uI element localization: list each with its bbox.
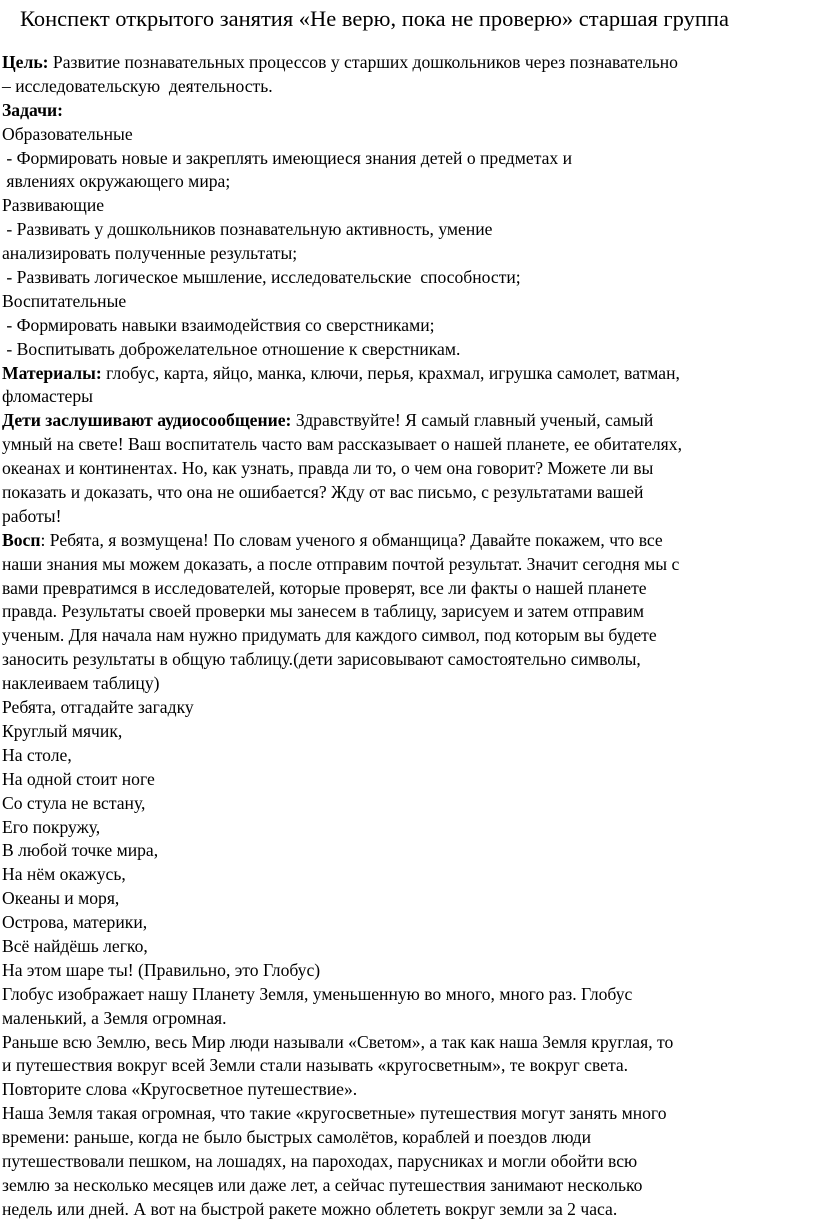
materials-line [2,362,814,386]
audio-text-line: умный на свете! Ваш воспитатель часто вам рассказывает о нашей планете, ее обитателях, [2,434,682,455]
riddle-line: Острова, материки, [2,912,148,933]
section-educational: Образовательные [2,123,133,144]
riddle-line: Его покружу, [2,816,101,837]
page-title: Конспект открытого занятия «Не верю, пока не проверю» старшая группа [20,6,729,31]
riddle-line: На нём окажусь, [2,864,126,885]
closing-line: и путешествия вокруг всей Земли стали называть «кругосветным», те вокруг света. [2,1055,629,1076]
teacher-text-line: наши знания мы можем доказать, а после отправим почтой результат. Значит сегодня мы с [2,553,680,574]
teacher-text-line: правда. Результаты своей проверки мы занесем в таблицу, зарисуем и затем отправим [2,601,644,622]
closing-line: Наша Земля такая огромная, что такие «кругосветные» путешествия могут занять много [2,1103,667,1124]
goal-line [2,51,814,75]
task-item: - Развивать логическое мышление, исследовательские способности; [2,267,521,288]
riddle-line: На этом шаре ты! (Правильно, это Глобус) [2,959,321,980]
riddle-line: Всё найдёшь легко, [2,935,148,956]
task-item-continued: анализировать полученные результаты; [2,243,298,264]
tasks-heading: Задачи: [2,99,63,120]
riddle-line: На столе, [2,744,72,765]
audio-label: Дети заслушивают аудиосообщение: [2,410,292,431]
audio-line [2,409,814,433]
riddle-line: Со стула не встану, [2,792,146,813]
section-upbringing: Воспитательные [2,290,127,311]
audio-text-line: показать и доказать, что она не ошибается? Жду от вас письмо, с результатами вашей [2,482,644,503]
task-item: - Развивать у дошкольников познавательную активность, умение [2,219,493,240]
goal-text: Развитие познавательных процессов у старших дошкольников через познавательно [48,52,678,72]
task-item: - Формировать новые и закреплять имеющиеся знания детей о предметах и [2,147,573,168]
teacher-text-line: ученым. Для начала нам нужно придумать для каждого символ, под которым вы будете [2,625,657,646]
audio-text-line: океанах и континентах. Но, как узнать, правда ли то, о чем она говорит? Можете ли вы [2,458,654,479]
materials-label: Материалы: [2,362,102,383]
document-body [2,51,814,1222]
closing-line: маленький, а Земля огромная. [2,1007,227,1028]
riddle-line: Океаны и моря, [2,888,120,909]
teacher-text-line: заносить результаты в общую таблицу.(дети зарисовывают самостоятельно символы, [2,649,641,670]
closing-line: времени: раньше, когда не было быстрых самолётов, кораблей и поездов люди [2,1127,591,1148]
task-item: - Формировать навыки взаимодействия со сверстниками; [2,314,435,335]
audio-text: Здравствуйте! Я самый главный ученый, самый [291,410,654,431]
teacher-text: : Ребята, я возмущена! По словам ученого я обманщица? Давайте покажем, что все [40,529,663,550]
closing-line: землю за несколько месяцев или даже лет, а сейчас путешествия занимают несколько [2,1174,643,1195]
materials-text: глобус, карта, яйцо, манка, ключи, перья, крахмал, игрушка самолет, ватман, [101,362,680,383]
closing-line: недель или дней. А вот на быстрой ракете можно облететь вокруг земли за 2 часа. [2,1198,618,1219]
task-item: - Воспитывать доброжелательное отношение к сверстникам. [2,338,461,359]
teacher-line [2,529,814,553]
closing-line: Повторите слова «Кругосветное путешествие». [2,1079,358,1100]
riddle-line: Круглый мячик, [2,720,123,741]
task-item-continued: явлениях окружающего мира; [2,171,231,192]
goal-text-continued: – исследовательскую деятельность. [2,75,273,96]
goal-label: Цель: [2,52,49,72]
closing-line: Раньше всю Землю, весь Мир люди называли «Светом», а так как наша Земля круглая, то [2,1031,674,1052]
audio-text-line: работы! [2,505,62,526]
closing-line: путешествовали пешком, на лошадях, на пароходах, парусниках и могли обойти всю [2,1150,638,1171]
riddle-line: В любой точке мира, [2,840,159,861]
riddle-line: На одной стоит ноге [2,768,155,789]
riddle-line: Ребята, отгадайте загадку [2,697,194,718]
section-developing: Развивающие [2,195,105,216]
teacher-text-line: вами превратимся в исследователей, которые проверят, все ли факты о нашей планете [2,577,647,598]
materials-text-continued: фломастеры [2,386,93,407]
teacher-label: Восп [2,529,41,550]
teacher-text-line: наклеиваем таблицу) [2,673,160,694]
closing-line: Глобус изображает нашу Планету Земля, уменьшенную во много, много раз. Глобус [2,983,633,1004]
